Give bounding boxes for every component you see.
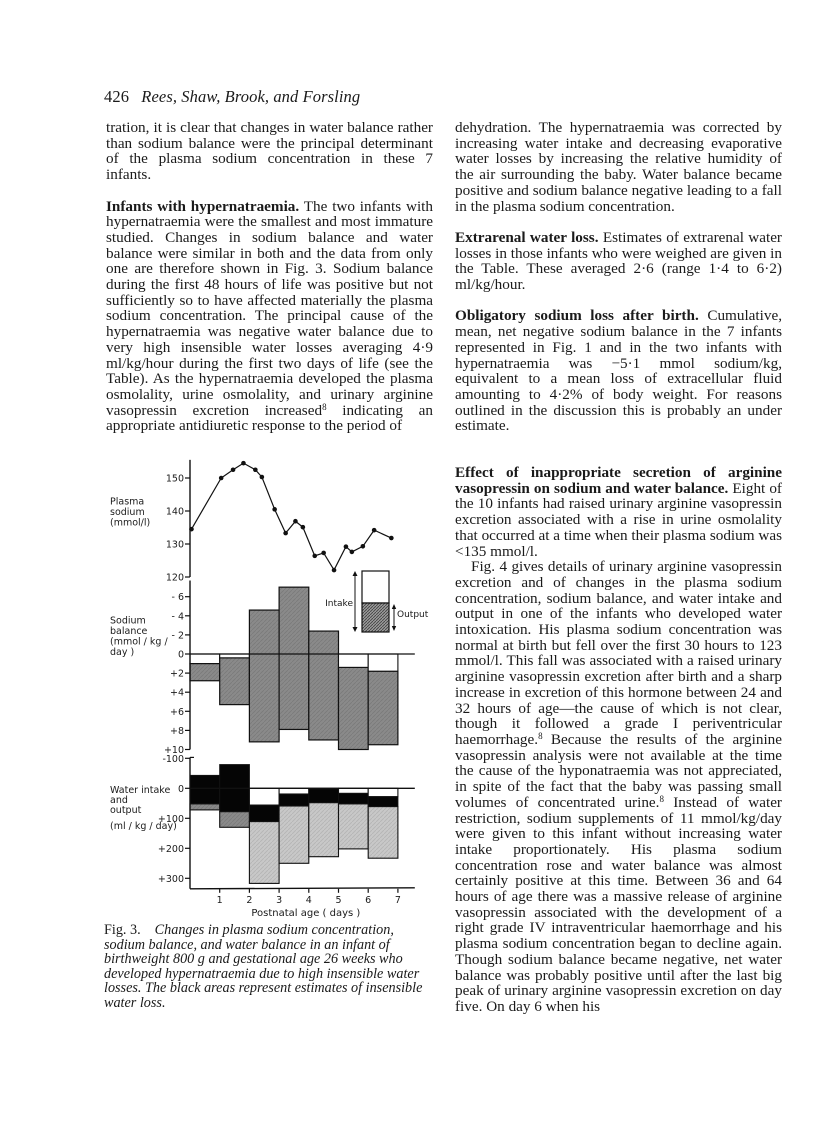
sodium-balance-bar (368, 671, 398, 745)
water-intake-white-segment (339, 788, 369, 793)
running-head (104, 87, 360, 107)
x-tick-label: 3 (276, 894, 283, 906)
sodium-balance-bar (190, 664, 220, 681)
paragraph-extrarenal: Extrarenal water loss. Estimates of extrarenal water losses in those infants who were weighed are given in the Table. These averaged 2·6 (range 1·4 to 6·2) ml/kg/hour. (455, 228, 782, 294)
plasma-sodium-point (241, 461, 246, 466)
y-tick-label: - 4 (171, 611, 184, 623)
sodium-balance-axis-label: day ) (110, 646, 135, 658)
water-output-bar (249, 822, 279, 884)
x-axis-label: Postnatal age ( days ) (251, 907, 361, 919)
water-insensible-loss-bar (279, 794, 309, 806)
section-heading: Infants with hypernatraemia. (106, 197, 300, 215)
plasma-sodium-point (253, 467, 258, 472)
water-output-bar (368, 807, 398, 859)
sodium-balance-bar (309, 631, 339, 740)
y-tick-label: - 2 (171, 630, 184, 642)
y-tick-label: +200 (157, 843, 184, 855)
plasma-sodium-axis-label: (mmol/l) (110, 517, 151, 529)
page-number: 426 (104, 87, 130, 106)
plasma-sodium-point (372, 528, 377, 533)
sodium-intake-white-segment (368, 654, 398, 671)
y-tick-label: +8 (169, 725, 184, 737)
water-insensible-loss-bar (368, 797, 398, 807)
plasma-sodium-point (283, 531, 288, 536)
y-tick-label: +4 (169, 687, 184, 699)
figure-3-chart (100, 450, 440, 920)
plasma-sodium-point (301, 525, 306, 530)
water-output-bar (190, 804, 220, 810)
plasma-sodium-point (312, 554, 317, 559)
sodium-balance-bar (279, 587, 309, 729)
legend-output-box (362, 603, 389, 632)
legend-output-label: Output (397, 610, 429, 620)
legend-intake-box (362, 571, 389, 603)
water-axis-label: Water intake (110, 784, 171, 796)
plasma-sodium-point (332, 568, 337, 573)
plasma-sodium-point (260, 475, 265, 480)
water-insensible-loss-bar (190, 775, 220, 804)
water-intake-white-segment (279, 788, 309, 794)
plasma-sodium-point (389, 536, 394, 541)
y-tick-label: 120 (165, 572, 184, 584)
plasma-sodium-point (321, 551, 326, 556)
y-tick-label: 0 (177, 649, 184, 661)
water-output-bar (309, 803, 339, 857)
plasma-sodium-point (231, 467, 236, 472)
sodium-balance-axis-label: balance (110, 625, 148, 637)
plasma-sodium-point (189, 527, 194, 532)
sodium-intake-white-segment (339, 654, 369, 667)
water-axis-label: (ml / kg / day) (110, 820, 177, 832)
y-tick-label: +6 (169, 706, 184, 718)
plasma-sodium-axis-label: sodium (110, 506, 145, 518)
y-tick-label: -100 (162, 753, 184, 765)
y-tick-label: 150 (165, 473, 184, 485)
x-tick-label: 6 (365, 894, 372, 906)
x-tick-label: 7 (394, 894, 401, 906)
paragraph-avp: Effect of inappropriate secretion of arginine vasopressin on sodium and water balance. Eight of the 10 infants had raised urinary arginine vasopressin excretion associated with a rise in urine osmolality that occurred at a time when their plasma sodium was <135 mmol/l. (455, 464, 782, 560)
water-axis-label: and (110, 794, 128, 806)
reference: 8 (538, 730, 543, 741)
figure-caption (104, 923, 434, 1011)
sodium-balance-axis-label: Sodium (110, 615, 146, 627)
y-tick-label: +2 (169, 668, 184, 680)
authors: Rees, Shaw, Brook, and Forsling (141, 87, 361, 106)
section-heading: Extrarenal water loss. (455, 228, 599, 246)
right-column (455, 120, 782, 1015)
water-output-bar (220, 812, 250, 828)
x-tick-label: 2 (246, 894, 253, 906)
figure-3 (100, 450, 440, 920)
plasma-sodium-point (361, 544, 366, 549)
sodium-balance-bar (220, 658, 250, 705)
sodium-balance-bar (249, 610, 279, 742)
x-tick-label: 1 (216, 894, 223, 906)
legend-intake-label: Intake (325, 599, 353, 609)
paragraph-obligatory: Obligatory sodium loss after birth. Cumulative, mean, net negative sodium balance in the 7 infants represented in Fig. 1 and in the two infants with hypernatraemia was −5·1 mmol sodium/kg, equivalent to a mean loss of extracellular fluid amounting to 4·2% of body weight. For reasons outlined in the discussion this is probably an under estimate. (455, 307, 782, 435)
section-heading: Obligatory sodium loss after birth. (455, 307, 699, 325)
x-tick-label: 5 (335, 894, 342, 906)
plasma-sodium-point (350, 550, 355, 555)
water-axis-label: output (110, 804, 142, 816)
section-heading: Effect of inappropriate secretion of arginine vasopressin on sodium and water balance. (455, 464, 782, 497)
paragraph-hypernatraemia: Infants with hypernatraemia. The two infants with hypernatraemia were the smallest and most immature studied. Changes in sodium balance and water balance were similar in both and the data from only one are therefore shown in Fig. 3. Sodium balance during the first 48 hours of life was positive but not sufficiently so to have affected materially the plasma sodium concentration. The principal cause of the hypernatraemia was negative water balance due to very high insensible water losses averaging 4·9 ml/kg/hour during the first two days of life (see the Table). As the hypernatraemia developed the plasma osmolality, urine osmolality, and urinary arginine vasopressin excretion increased$^8$ indicating an appropriate antidiuretic response to the period of (106, 197, 433, 435)
paragraph-fig4: Fig. 4 gives details of urinary arginine vasopressin excretion and of changes in the plasma sodium concentration, sodium balance, and water intake and output in one of the infants who developed water intoxication. His plasma sodium concentration was normal at birth but fell over the first 30 hours to 123 mmol/l. This fall was associated with a raised urinary arginine vasopressin excretion after birth and a sharp increase in excretion of this hormone between 24 and 32 hours of age—the cause of which is not clear, though it followed a grade I periventricular haemorrhage.$^8$ Because the results of the arginine vasopressin analysis were not available at the time the cause of the hyponatraemia was not appreciated, in spite of the fact that the baby was passing small volumes of concentrated urine.$^8$ Instead of water restriction, sodium supplements of 11 mmol/kg/day were given to this infant without increasing water intake proportionately. His plasma sodium concentration rose and water balance was almost certainly positive at this time. Between 36 and 64 hours of age there was a massive release of arginine vasopressin associated with the development of a right grade IV intraventricular haemorrhage and his plasma sodium concentration began to decline again. Though sodium balance became negative, net water balance was probably positive until after the last big peak of urinary arginine vasopressin excretion on day five. On day 6 when his (455, 558, 782, 1015)
y-tick-label: +100 (157, 813, 184, 825)
sodium-intake-white-segment (190, 654, 220, 664)
water-insensible-loss-bar (309, 789, 339, 803)
plasma-sodium-point (293, 519, 298, 524)
reference: 8 (322, 401, 327, 412)
water-intake-white-segment (368, 788, 398, 796)
caption-text: Changes in plasma sodium concentration, sodium balance, and water balance in an infant of birthweight 800 g and gestational age 26 weeks who developed hypernatraemia due to high insensible water losses. The black areas represent estimates of insensible water loss. (104, 922, 423, 1011)
plasma-sodium-axis-label: Plasma (110, 496, 145, 508)
plasma-sodium-point (344, 544, 349, 549)
y-tick-label: - 6 (171, 592, 184, 604)
x-axis (190, 888, 415, 889)
sodium-balance-bar (339, 667, 369, 749)
water-intake-white-segment (249, 788, 279, 805)
plasma-sodium-point (219, 476, 224, 481)
y-tick-label: +10 (163, 745, 184, 756)
y-tick-label: 130 (165, 539, 184, 551)
paragraph: tration, it is clear that changes in water balance rather than sodium balance were the principal determinant of the plasma sodium concentration in these 7 infants. (106, 119, 433, 184)
plasma-sodium-point (272, 507, 277, 512)
water-output-bar (339, 804, 369, 849)
y-tick-label: 0 (177, 783, 184, 795)
paragraph: dehydration. The hypernatraemia was corrected by increasing water intake and decreasing evaporative water losses by increasing the relative humidity of the air surrounding the baby. Water balance became positive and sodium balance negative leading to a fall in the plasma sodium concentration. (455, 119, 782, 215)
reference: 8 (659, 793, 664, 804)
x-tick-label: 4 (305, 894, 312, 906)
caption-label: Fig. 3. (104, 922, 141, 938)
water-insensible-loss-bar (339, 793, 369, 804)
y-tick-label: 140 (165, 506, 184, 518)
water-output-bar (279, 806, 309, 863)
water-insensible-loss-bar (249, 805, 279, 822)
sodium-balance-axis-label: (mmol / kg / (110, 636, 168, 648)
y-tick-label: +300 (157, 873, 184, 885)
left-column (106, 120, 433, 434)
